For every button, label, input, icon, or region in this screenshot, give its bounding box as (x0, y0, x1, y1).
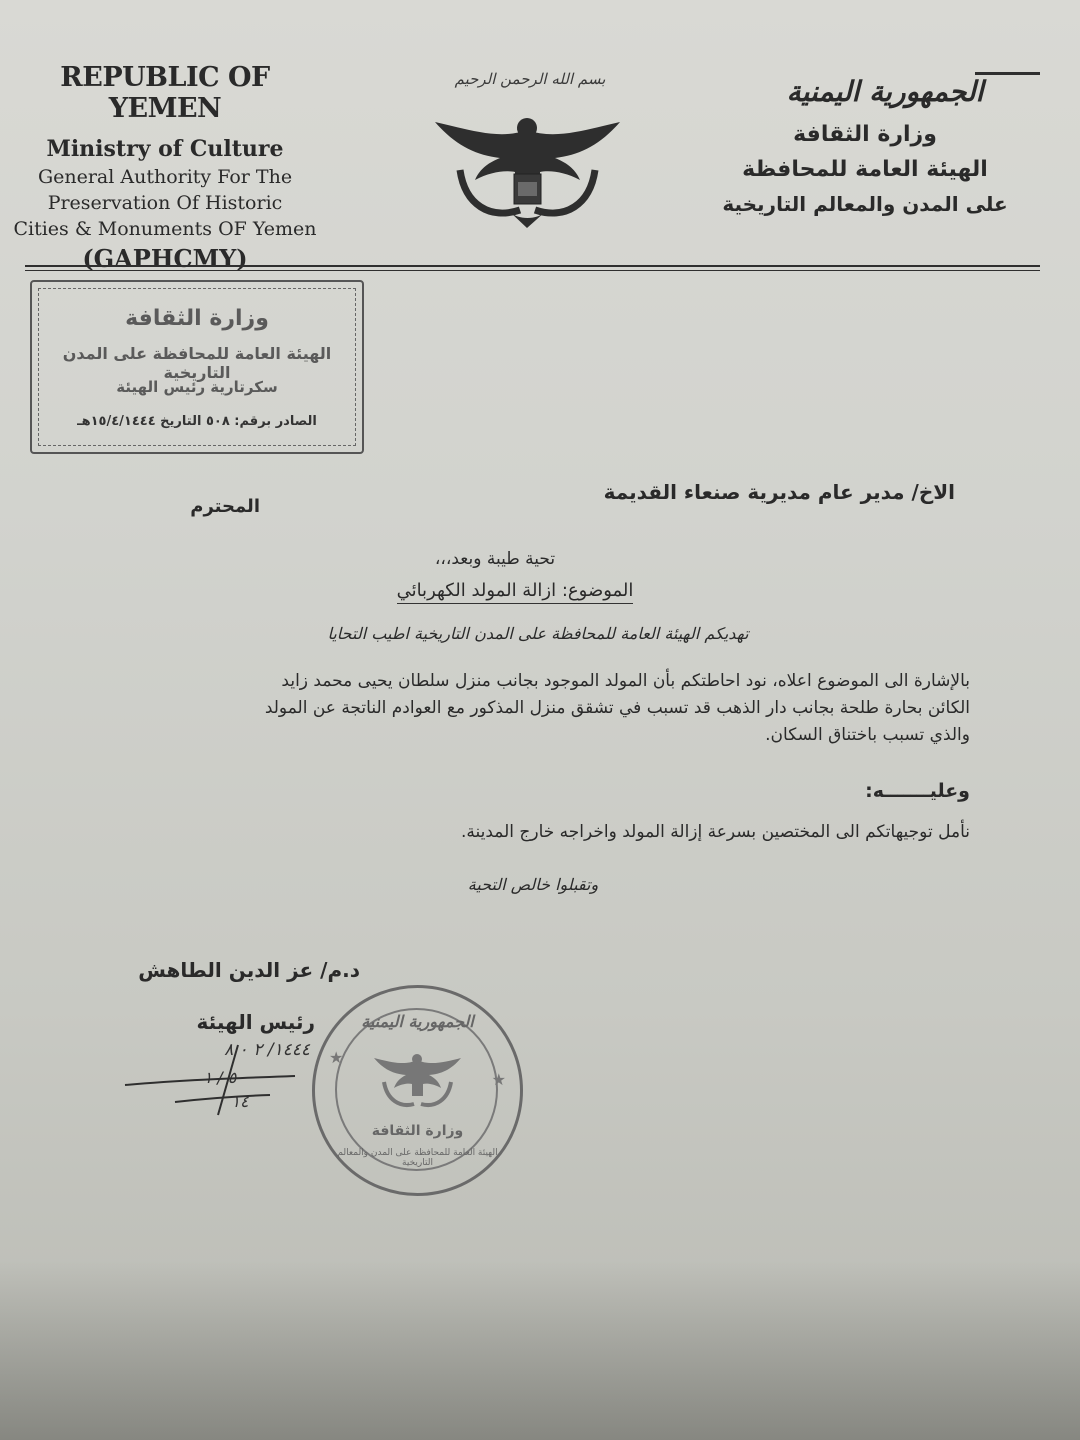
header-divider-top (25, 265, 1040, 267)
stamp-issued: الصادر برقم: ٥٠٨ التاريخ ١٥/٤/١٤٤٤هـ (77, 414, 317, 429)
paragraph-line3: والذي تسبب باختناق السكان. (765, 725, 970, 745)
request-line: نأمل توجيهاتكم الى المختصين بسرعة إزالة المولد واخراجه خارج المدينة. (460, 822, 970, 842)
country-en: REPUBLIC OF YEMEN (60, 62, 270, 124)
handwritten-note-line1: ١٤٤٤/ ٢ ٠ ٨ (224, 1040, 310, 1060)
addressee-line: الاخ/ مدير عام مديرية صنعاء القديمة (603, 480, 955, 504)
official-seal (312, 985, 523, 1196)
header-stroke (975, 72, 1040, 75)
paragraph-line1: بالإشارة الى الموضوع اعلاه، نود احاطتكم بأن المولد الموجود بجانب منزل سلطان يحيى محمد زايد (281, 671, 970, 691)
therefore-heading: وعليـــــــه: (865, 780, 970, 802)
authority-en-line2: Preservation Of Historic (47, 192, 283, 214)
basmala: بسم الله الرحمن الرحيم (454, 70, 606, 88)
seal-center-text: وزارة الثقافة (371, 1123, 464, 1139)
handwritten-note-line2: ٥ / ١ (203, 1068, 237, 1087)
subject-line (360, 580, 670, 601)
seal-bottom-text: الهيئة العامة للمحافظة على المدن والمعالم التاريخية (337, 1148, 498, 1168)
paragraph (110, 668, 970, 749)
header-divider-bottom (25, 270, 1040, 271)
seal-star-left-icon: ★ (329, 1048, 344, 1067)
seal-top-text: الجمهورية اليمنية (361, 1012, 474, 1031)
paragraph-line2: الكائن بحارة طلحة بجانب دار الذهب قد تسبب في تشقق منزل المذكور مع العوادم الناتجة عن المولد (264, 698, 970, 718)
stamp-ministry: وزارة الثقافة (125, 306, 269, 331)
seal-emblem-icon (370, 1048, 465, 1118)
intro-line: تهديكم الهيئة العامة للمحافظة على المدن التاريخية اطيب التحايا (327, 624, 749, 643)
closing-line: وتقبلوا خالص التحية (467, 875, 599, 894)
signatory-title: رئيس الهيئة (196, 1010, 315, 1034)
authority-en-line3: Cities & Monuments OF Yemen (13, 218, 317, 240)
greeting: تحية طيبة وبعد،،، (434, 549, 556, 569)
subject-text: الموضوع: ازالة المولد الكهربائي (397, 580, 634, 604)
reference-stamp (30, 280, 364, 454)
signatory-name: د.م/ عز الدين الطاهش (138, 958, 360, 982)
authority-en-line1: General Authority For The (37, 166, 293, 188)
stamp-office: سكرتارية رئيس الهيئة (116, 378, 278, 396)
stamp-authority: الهيئة العامة للمحافظة على المدن التاريخية (62, 344, 332, 382)
honorific: المحترم (190, 496, 260, 517)
national-emblem-icon (430, 100, 625, 235)
acronym-en: (GAPHCMY) (82, 244, 248, 273)
authority-ar-line1: الهيئة العامة للمحافظة (742, 157, 988, 182)
authority-ar-line2: على المدن والمعالم التاريخية (722, 192, 1008, 216)
handwritten-note-line3: ١٤ (231, 1092, 249, 1111)
seal-star-right-icon: ★ (491, 1070, 506, 1089)
header-ar (700, 75, 1030, 216)
ministry-en: Ministry of Culture (46, 136, 284, 162)
country-ar: الجمهورية اليمنية (786, 75, 984, 108)
header-en (5, 62, 325, 273)
ministry-ar: وزارة الثقافة (793, 122, 937, 147)
handwritten-strokes (120, 1040, 320, 1120)
photo-shadow (0, 1260, 1080, 1440)
